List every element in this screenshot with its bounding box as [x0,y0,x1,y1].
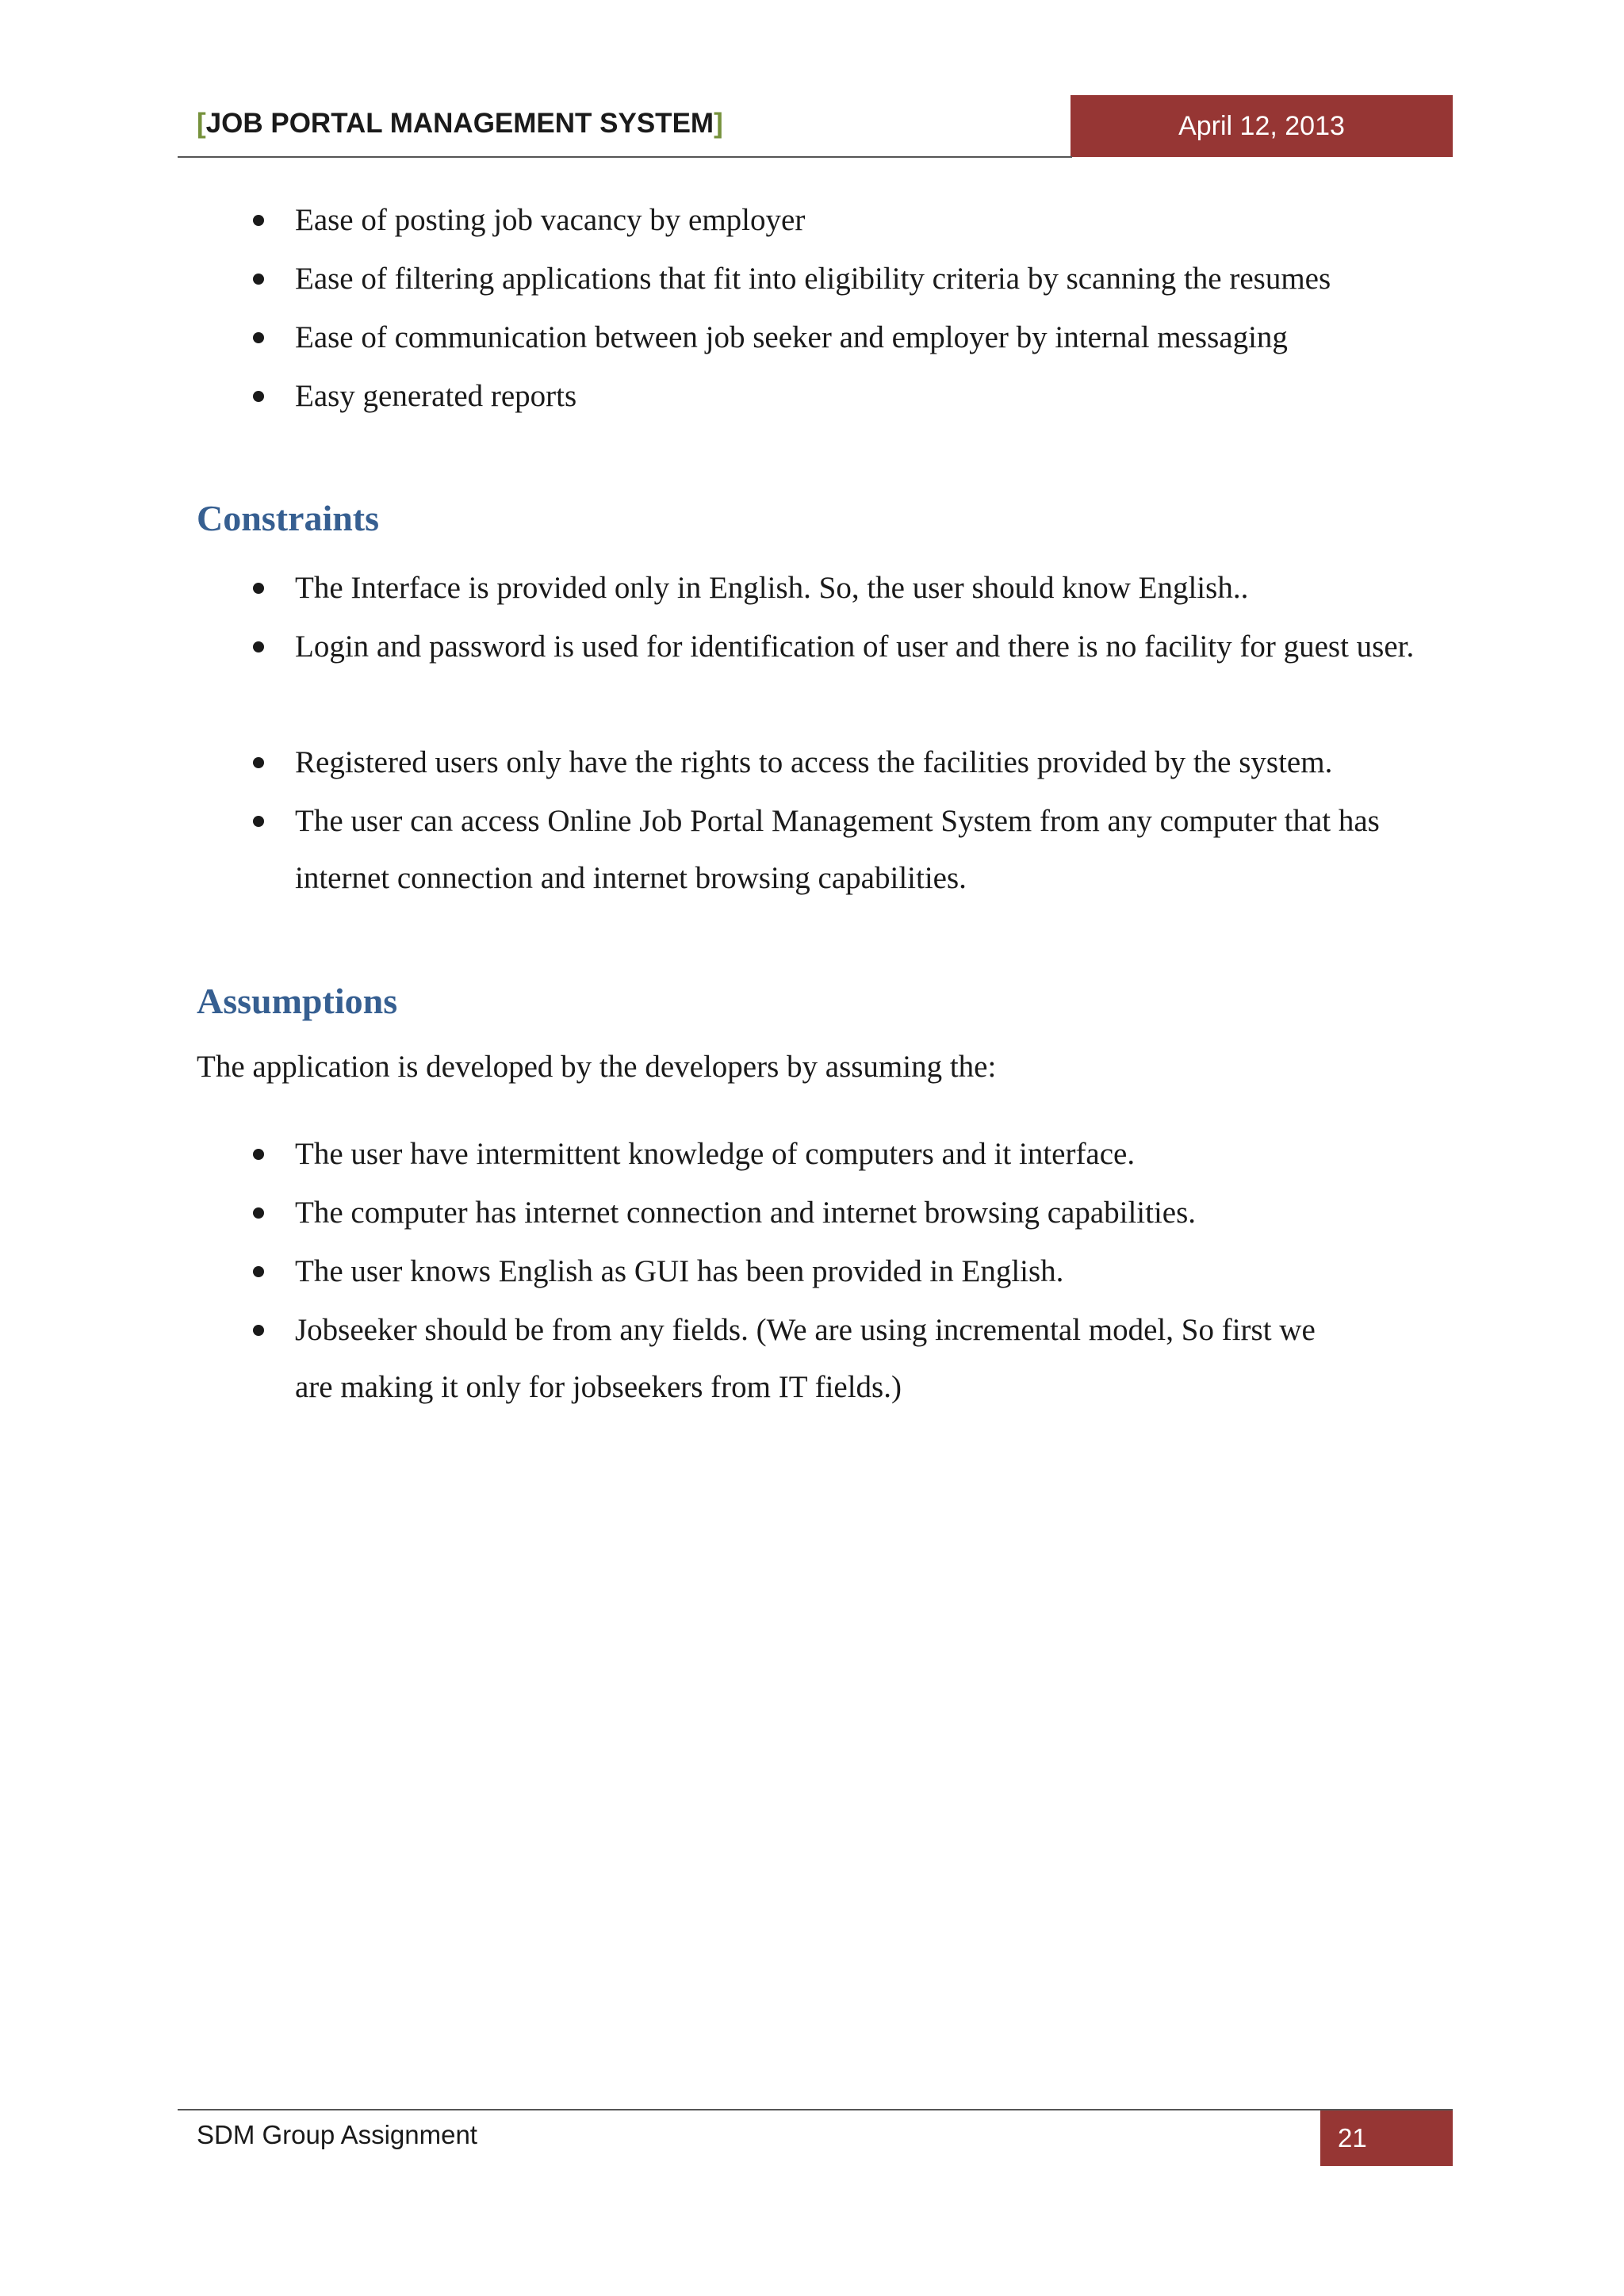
header-bracket-close: ] [714,108,723,139]
bullet-icon [253,1207,264,1219]
list-item: The user have intermittent knowledge of computers and it interface. [295,1126,1453,1183]
header-bracket-open: [ [197,108,206,139]
list-item: Ease of filtering applications that fit into eligibility criteria by scanning the resumes [295,251,1453,308]
bullet-icon [253,1149,264,1160]
bullet-icon [253,1325,264,1336]
header-date: April 12, 2013 [1071,95,1453,157]
list-item: Ease of posting job vacancy by employer [295,192,1453,249]
list-item: The Interface is provided only in English. So, the user should know English.. [295,560,1453,617]
list-item: Easy generated reports [295,368,1453,425]
list-item: Ease of communication between job seeker and employer by internal messaging [295,309,1453,366]
list-item: The user knows English as GUI has been provided in English. [295,1243,1453,1300]
list-item: Jobseeker should be from any fields. (We are using incremental model, So first we are making it only for jobseekers from IT fields.) [295,1302,1358,1416]
header-title [197,108,723,140]
document-title: JOB PORTAL MANAGEMENT SYSTEM [205,108,714,139]
section-heading-assumptions: Assumptions [197,981,398,1021]
bullet-icon [253,816,264,827]
list-item: Login and password is used for identification of user and there is no facility for guest user. [295,618,1421,675]
page-number: 21 [1320,2110,1453,2166]
list-item: Registered users only have the rights to access the facilities provided by the system. [295,734,1453,791]
header-rule [178,156,1072,158]
footer-label: SDM Group Assignment [197,2120,477,2149]
footer-rule [178,2109,1453,2110]
list-item: The computer has internet connection and internet browsing capabilities. [295,1184,1453,1242]
bullet-icon [253,274,264,285]
bullet-icon [253,215,264,226]
section-heading-constraints: Constraints [197,498,380,538]
list-item: The user can access Online Job Portal Management System from any computer that has internet connection and internet browsing capabilities. [295,793,1405,907]
bullet-icon [253,583,264,594]
bullet-icon [253,391,264,402]
bullet-icon [253,332,264,343]
bullet-icon [253,641,264,652]
bullet-icon [253,757,264,768]
bullet-icon [253,1266,264,1277]
assumptions-intro: The application is developed by the developers by assuming the: [197,1050,997,1084]
